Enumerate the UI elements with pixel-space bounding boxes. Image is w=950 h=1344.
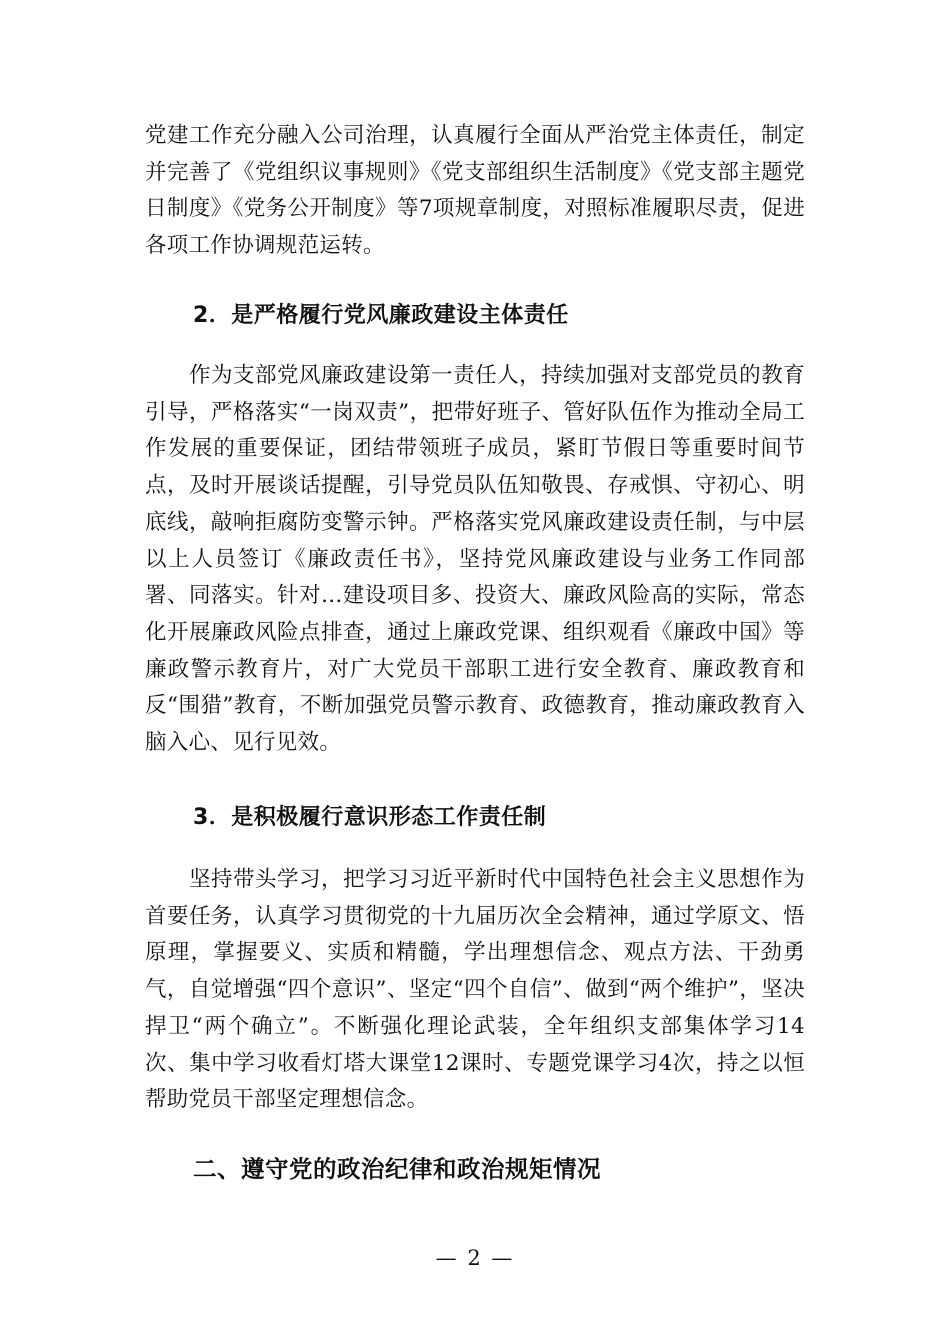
paragraph-ideology: 坚持带头学习，把学习习近平新时代中国特色社会主义思想作为首要任务，认真学习贯彻党的十九届历次全会精神，通过学原文、悟原理，掌握要义、实质和精髓，学出理想信念、观点方法、干劲勇气，自觉增强“四个意识”、坚定“四个自信”、做到“两个维护”，坚决捍卫“两个确立”。不断强化理论武装，全年组织支部集体学习14次、集中学习收看灯塔大课堂12课时、专题党课学习4次，持之以恒帮助党员干部坚定理想信念。 (145, 867, 805, 1113)
page-number: — 2 — (435, 1246, 515, 1270)
heading-ideology-responsibility: 3．是积极履行意识形态工作责任制 (193, 805, 547, 830)
paragraph-integrity: 作为支部党风廉政建设第一责任人，持续加强对支部党员的教育引导，严格落实“一岗双责”，把带好班子、管好队伍作为推动全局工作发展的重要保证，团结带领班子成员，紧盯节假日等重要时间节点，及时开展谈话提醒，引导党员队伍知敬畏、存戒惧、守初心、明底线，敲响拒腐防变警示钟。严格落实党风廉政建设责任制，与中层以上人员签订《廉政责任书》，坚持党风廉政建设与业务工作同部署、同落实。针对...建设项目多、投资大、廉政风险高的实际，常态化开展廉政风险点排查，通过上廉政党课、组织观看《廉政中国》等廉政警示教育片，对广大党员干部职工进行安全教育、廉政教育和反“围猎”教育，不断加强党员警示教育、政德教育，推动廉政教育入脑入心、见行见效。 (145, 363, 805, 756)
paragraph-party-building: 党建工作充分融入公司治理，认真履行全面从严治党主体责任，制定并完善了《党组织议事规则》《党支部组织生活制度》《党支部主题党日制度》《党务公开制度》等7项规章制度，对照标准履职尽责，促进各项工作协调规范运转。 (145, 123, 805, 259)
heading-integrity-responsibility: 2．是严格履行党风廉政建设主体责任 (193, 303, 569, 328)
section-heading-political-discipline: 二、遵守党的政治纪律和政治规矩情况 (193, 1155, 601, 1183)
